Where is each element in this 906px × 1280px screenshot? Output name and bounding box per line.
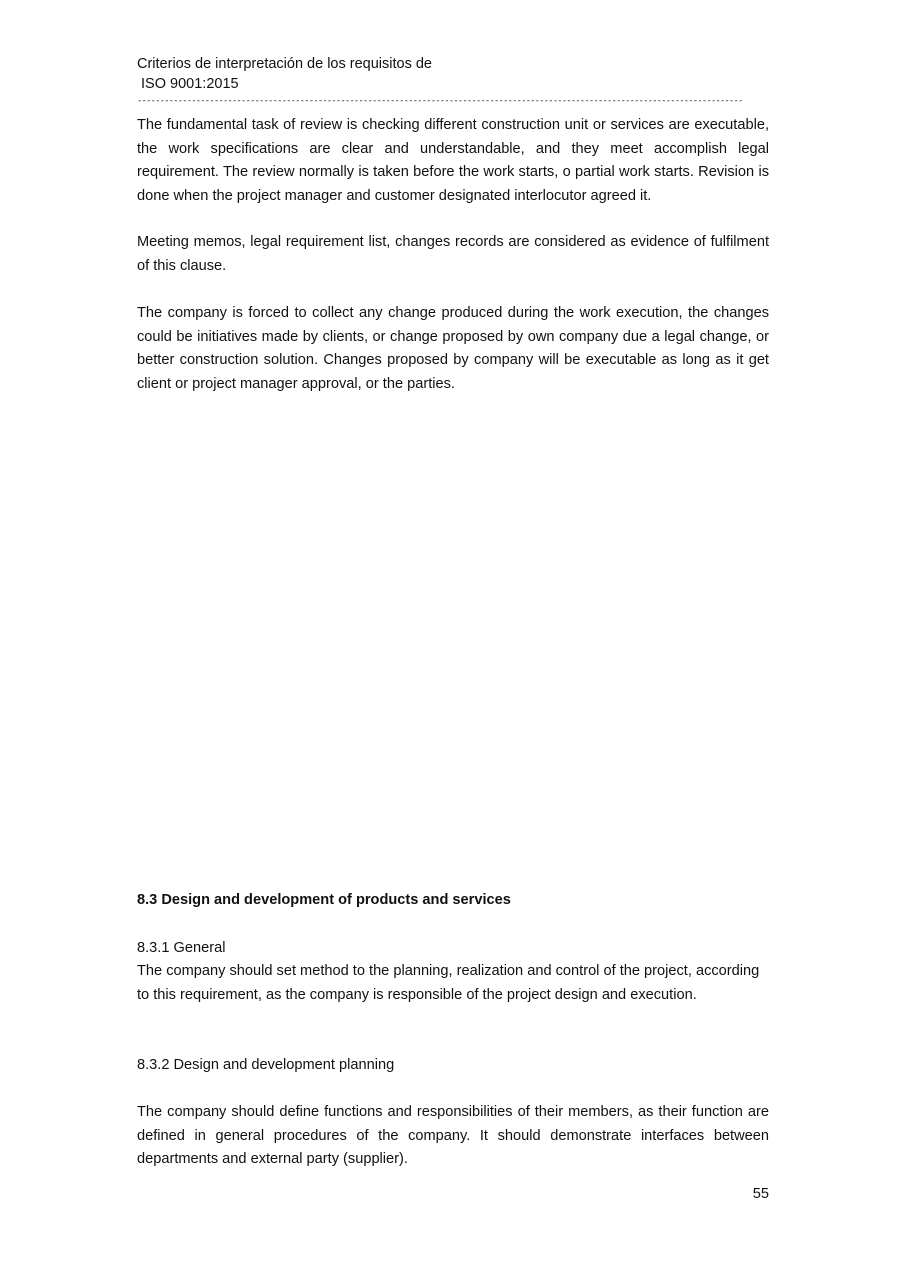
- section-heading: 8.3 Design and development of products and services: [137, 892, 511, 908]
- subsection-planning-title: 8.3.2 Design and development planning: [137, 1057, 395, 1073]
- subsection-general-title: 8.3.1 General: [137, 940, 226, 956]
- header-title-line1: Criterios de interpretación de los requisitos de: [137, 56, 432, 72]
- header-title-line2: ISO 9001:2015: [137, 76, 239, 92]
- paragraph-review-task: The fundamental task of review is checking different construction unit or services are executable, the work specifications are clear and understandable, and they meet accomplish legal requirement. The review normally is taken before the work starts, o partial work starts. Revision is done when the project manager and customer designated interlocutor agreed it.: [137, 117, 769, 204]
- paragraph-general: The company should set method to the planning, realization and control of the project, according to this requirement, as the company is responsible of the project design and execution.: [137, 963, 760, 1003]
- paragraph-evidence: Meeting memos, legal requirement list, changes records are considered as evidence of fulfilment of this clause.: [137, 234, 769, 274]
- paragraph-planning: The company should define functions and responsibilities of their members, as their function are defined in general procedures of the company. It should demonstrate interfaces between departments and external party (supplier).: [137, 1104, 769, 1167]
- header-divider: --------------------------------------------------------------------------------------------------------------------------------------: [137, 96, 743, 106]
- page-number: 55: [752, 1186, 769, 1202]
- paragraph-changes: The company is forced to collect any change produced during the work execution, the changes could be initiatives made by clients, or change proposed by own company due a legal change, or better construction solution. Changes proposed by company will be executable as long as it get client or project manager approval, or the parties.: [137, 305, 769, 392]
